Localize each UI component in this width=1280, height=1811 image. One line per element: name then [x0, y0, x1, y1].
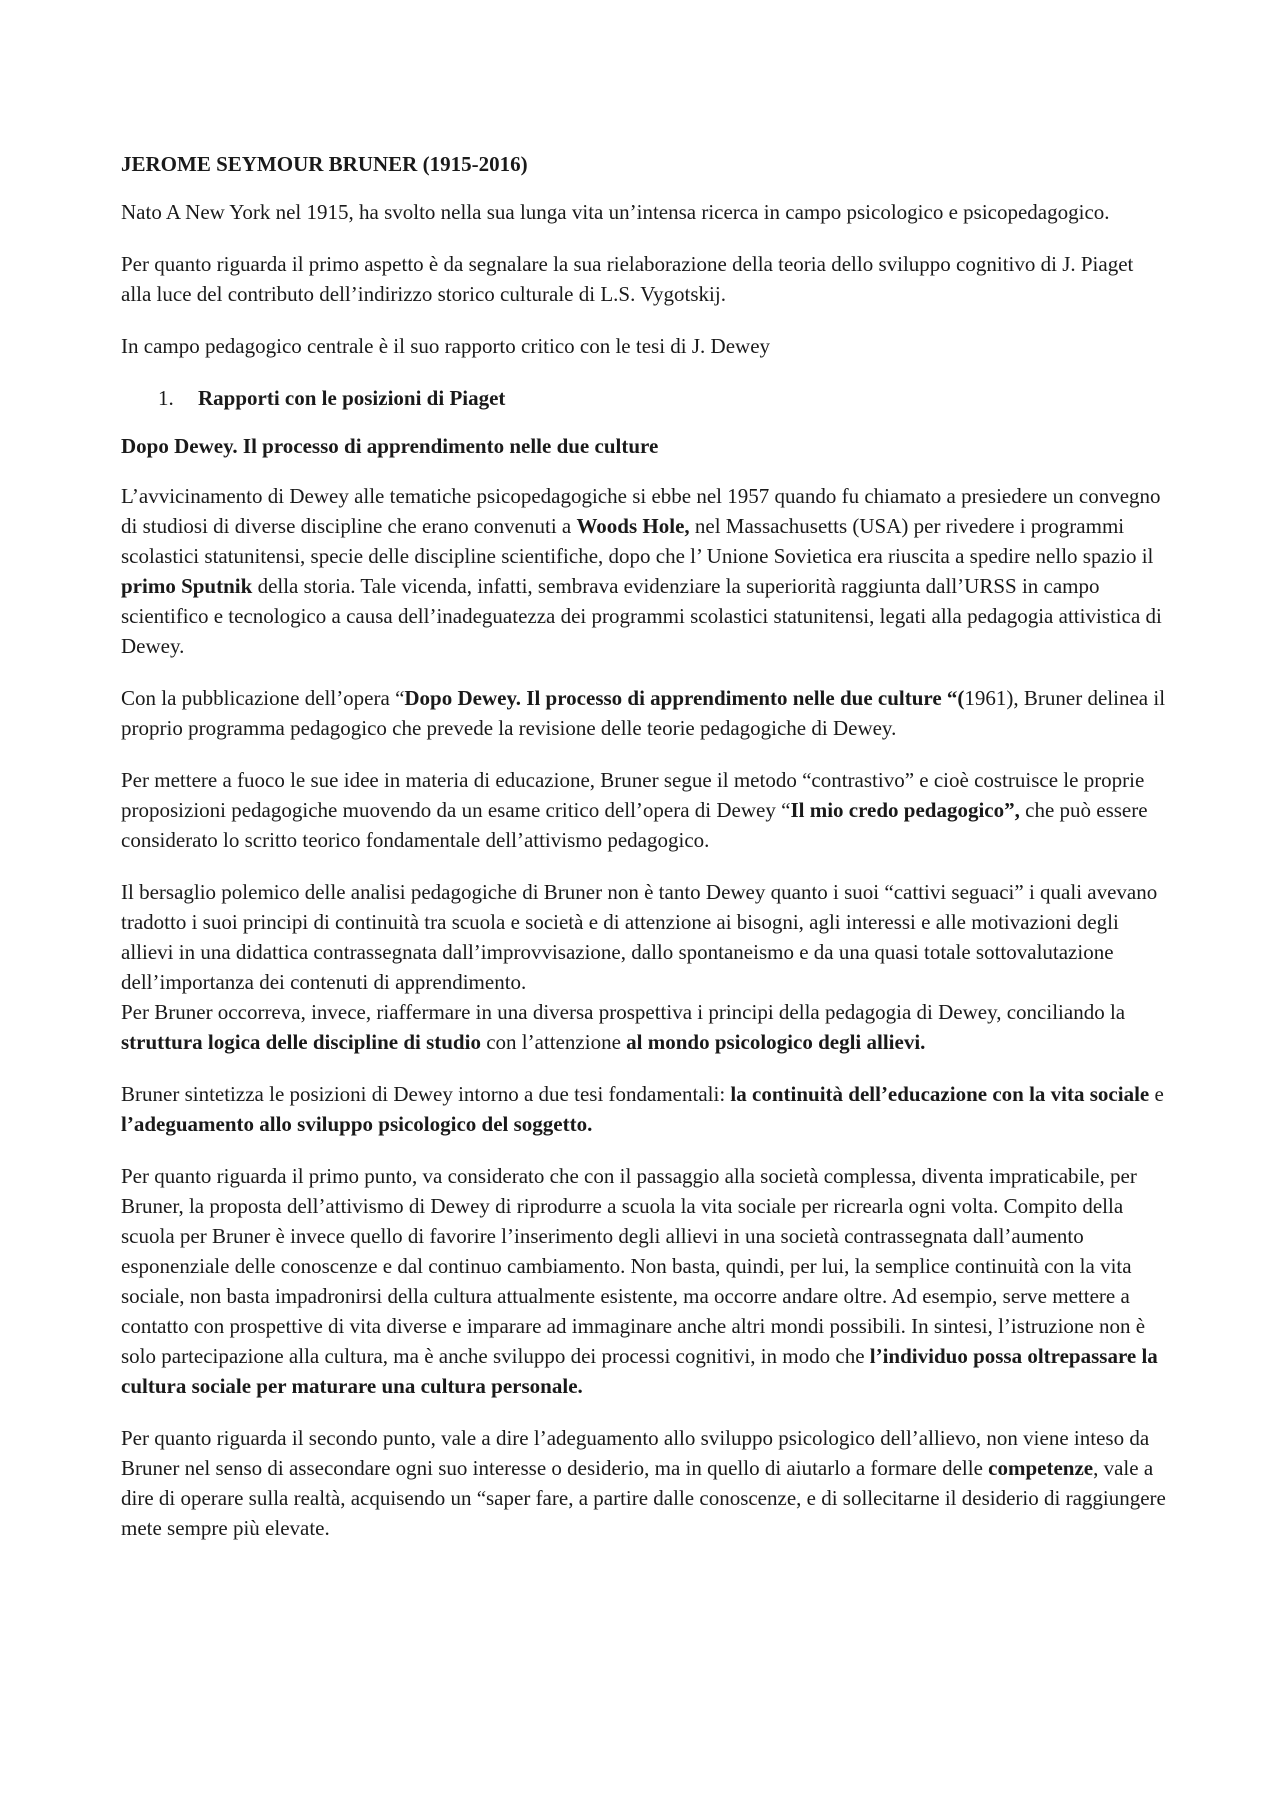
- paragraph-contrastive-method: [121, 765, 1166, 855]
- bold-run: al mondo psicologico degli allievi.: [626, 1030, 926, 1054]
- text-run: della storia. Tale vicenda, infatti, sembrava evidenziare la superiorità raggiunta dall’URSS in campo scientifico e tecnologico a causa dell’inadeguatezza dei programmi scolastici statunitensi, legati alla pedagogia attivistica di Dewey.: [121, 574, 1162, 658]
- text-run: Per mettere a fuoco le sue idee in materia di educazione, Bruner segue il metodo “contrastivo” e cioè costruisce le proprie proposizioni pedagogiche muovendo da un esame critico dell’opera di Dewey “: [121, 768, 1145, 822]
- bold-run: Dopo Dewey. Il processo di apprendimento nelle due culture “(: [404, 686, 965, 710]
- text-run: , vale a dire di operare sulla realtà, acquisendo un “saper fare, a partire dalle conoscenze, e di sollecitarne il desiderio di raggiungere mete sempre più elevate.: [121, 1456, 1166, 1540]
- paragraph-piaget: Per quanto riguarda il primo aspetto è da segnalare la sua rielaborazione della teoria dello sviluppo cognitivo di J. Piaget alla luce del contributo dell’indirizzo storico culturale di L.S. Vygotskij.: [121, 252, 1134, 306]
- list-number: 1.: [158, 386, 174, 410]
- paragraph-intro: Nato A New York nel 1915, ha svolto nella sua lunga vita un’intensa ricerca in campo psicologico e psicopedagogico.: [121, 200, 1110, 224]
- bold-run: competenze: [988, 1456, 1094, 1480]
- text-run: che può essere considerato lo scritto teorico fondamentale dell’attivismo pedagogico.: [121, 798, 1148, 852]
- text-run: Per Bruner occorreva, invece, riaffermare in una diversa prospettiva i principi della pedagogia di Dewey, conciliando la: [121, 1000, 1126, 1024]
- paragraph-polemic-target: Il bersaglio polemico delle analisi pedagogiche di Bruner non è tanto Dewey quanto i suoi “cattivi seguaci” i quali avevano tradotto i suoi principi di continuità tra scuola e società e di attenzione ai bisogni, agli interessi e alle motivazioni degli allievi in una didattica contrassegnata dall’improvvisazione, dallo spontaneismo e da una quasi totale sottovalutazione dell’importanza dei contenuti di apprendimento.: [121, 880, 1158, 994]
- text-run: 1961), Bruner delinea il proprio programma pedagogico che prevede la revisione delle teorie pedagogiche di Dewey.: [121, 686, 1166, 740]
- bold-run: struttura logica delle discipline di studio: [121, 1030, 481, 1054]
- bold-run: la continuità dell’educazione con la vita sociale: [730, 1082, 1150, 1106]
- paragraph-publication: [121, 683, 1166, 743]
- list-heading-text: Rapporti con le posizioni di Piaget: [198, 386, 506, 410]
- section-subheading: Dopo Dewey. Il processo di apprendimento nelle due culture: [121, 434, 659, 458]
- text-run: e: [1149, 1082, 1164, 1106]
- paragraph-second-point: [121, 1423, 1166, 1543]
- text-run: Per quanto riguarda il secondo punto, vale a dire l’adeguamento allo sviluppo psicologico dell’allievo, non viene inteso da Bruner nel senso di assecondare ogni suo interesse o desiderio, ma in quello di aiutarlo a formare delle: [121, 1426, 1150, 1480]
- text-run: Per quanto riguarda il primo punto, va considerato che con il passaggio alla società complessa, diventa impraticabile, per Bruner, la proposta dell’attivismo di Dewey di riprodurre a scuola la vita sociale per ricrearla ogni volta. Compito della scuola per Bruner è invece quello di favorire l’inserimento degli allievi in una società contrassegnata dall’aumento esponenziale delle conoscenze e dal continuo cambiamento. Non basta, quindi, per lui, la semplice continuità con la vita sociale, non basta impadronirsi della cultura attualmente esistente, ma occorre andare oltre. Ad esempio, serve mettere a contatto con prospettive di vita diverse e imparare ad immaginare anche altri mondi possibili. In sintesi, l’istruzione non è solo partecipazione alla cultura, ma è anche sviluppo dei processi cognitivi, in modo che: [121, 1164, 1146, 1368]
- bold-run: Il mio credo pedagogico”,: [790, 798, 1020, 822]
- document-body: [121, 149, 1166, 1565]
- paragraph-reaffirm: [121, 997, 1166, 1057]
- paragraph-woods-hole: [121, 481, 1166, 661]
- bold-run: l’adeguamento allo sviluppo psicologico del soggetto.: [121, 1112, 593, 1136]
- paragraph-two-theses: [121, 1079, 1166, 1139]
- text-run: nel Massachusetts (USA) per rivedere i programmi scolastici statunitensi, specie delle discipline scientifiche, dopo che l’ Unione Sovietica era riuscita a spedire nello spazio il: [121, 514, 1154, 568]
- numbered-heading: [121, 383, 1166, 413]
- text-run: L’avvicinamento di Dewey alle tematiche psicopedagogiche si ebbe nel 1957 quando fu chiamato a presiedere un convegno di studiosi di diverse discipline che erano convenuti a: [121, 484, 1161, 538]
- paragraph-dewey-intro: In campo pedagogico centrale è il suo rapporto critico con le tesi di J. Dewey: [121, 334, 771, 358]
- bold-run: primo Sputnik: [121, 574, 253, 598]
- text-run: con l’attenzione: [480, 1030, 627, 1054]
- document-title: JEROME SEYMOUR BRUNER (1915-2016): [121, 152, 528, 176]
- text-run: Con la pubblicazione dell’opera “: [121, 686, 405, 710]
- paragraph-first-point: [121, 1161, 1166, 1401]
- text-run: Bruner sintetizza le posizioni di Dewey intorno a due tesi fondamentali:: [121, 1082, 731, 1106]
- bold-run: l’individuo possa oltrepassare la cultura sociale per maturare una cultura personale.: [121, 1344, 1158, 1398]
- bold-run: Woods Hole,: [576, 514, 690, 538]
